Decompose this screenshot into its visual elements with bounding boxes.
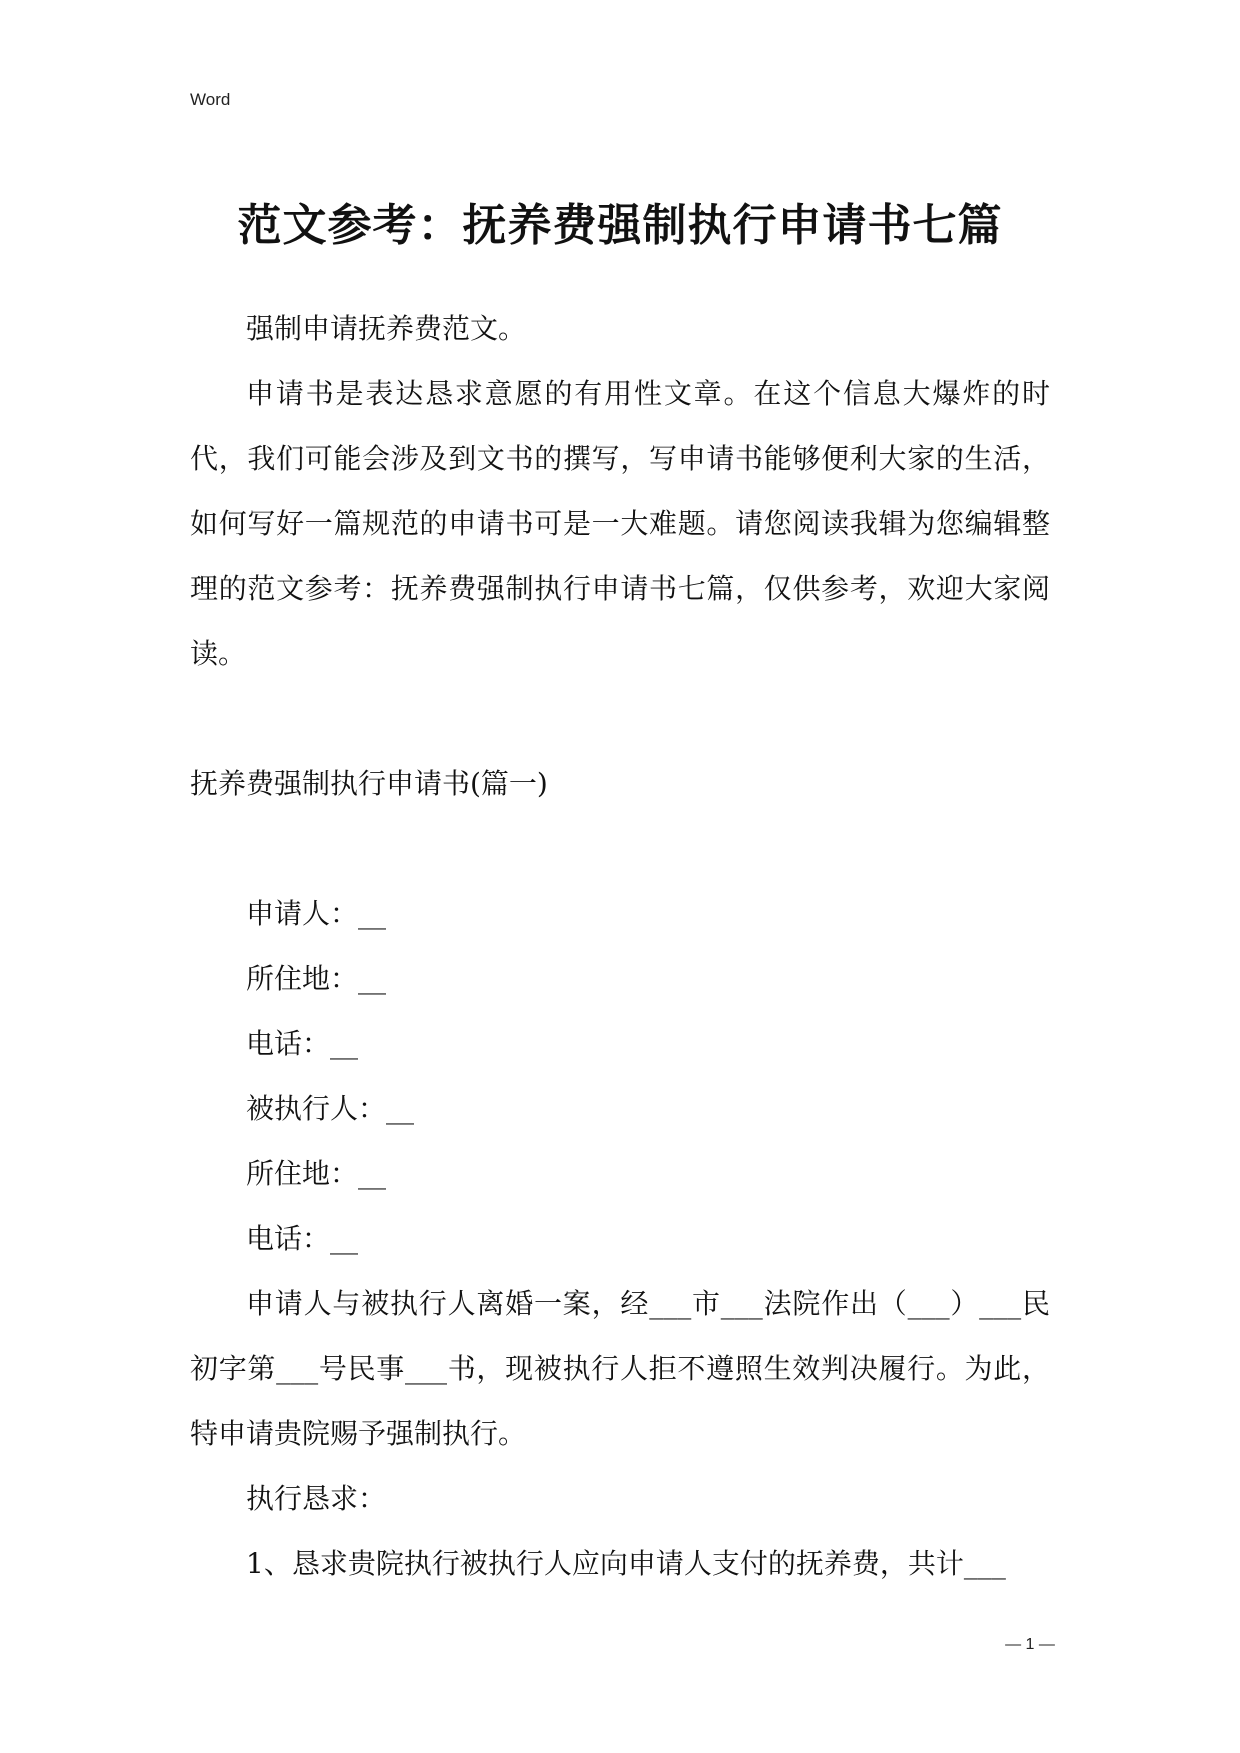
field-respondent-phone: 电话：__ (246, 1222, 359, 1255)
request-item-1: 1、恳求贵院执行被执行人应向申请人支付的抚养费，共计___ (246, 1547, 1006, 1580)
case-paragraph: 申请人与被执行人离婚一案，经___市___法院作出（___）___民初字第___号民事___书，现被执行人拒不遵照生效判决履行。为此，特申请贵院赐予强制执行。 (190, 1287, 1050, 1450)
document-body (190, 296, 1050, 1596)
intro-paragraph: 申请书是表达恳求意愿的有用性文章。在这个信息大爆炸的时代，我们可能会涉及到文书的撰写，写申请书能够便利大家的生活，如何写好一篇规范的申请书可是一大难题。请您阅读我辑为您编辑整理的范文参考：抚养费强制执行申请书七篇，仅供参考，欢迎大家阅读。 (190, 377, 1050, 670)
header-app-label: Word (190, 90, 231, 109)
field-applicant-phone: 电话：__ (246, 1027, 359, 1060)
blank-spacer (190, 686, 1050, 751)
field-respondent-address: 所住地：__ (246, 1157, 387, 1190)
document-title: 范文参考：抚养费强制执行申请书七篇 (237, 200, 1003, 251)
blank-spacer (190, 816, 1050, 881)
field-respondent: 被执行人：__ (246, 1092, 415, 1125)
page-number: — 1 — (1005, 1636, 1055, 1653)
field-applicant-address: 所住地：__ (246, 962, 387, 995)
section-heading: 抚养费强制执行申请书(篇一) (190, 767, 548, 800)
intro-line: 强制申请抚养费范文。 (246, 312, 527, 345)
field-applicant: 申请人：__ (246, 897, 387, 930)
request-heading: 执行恳求： (246, 1482, 387, 1515)
